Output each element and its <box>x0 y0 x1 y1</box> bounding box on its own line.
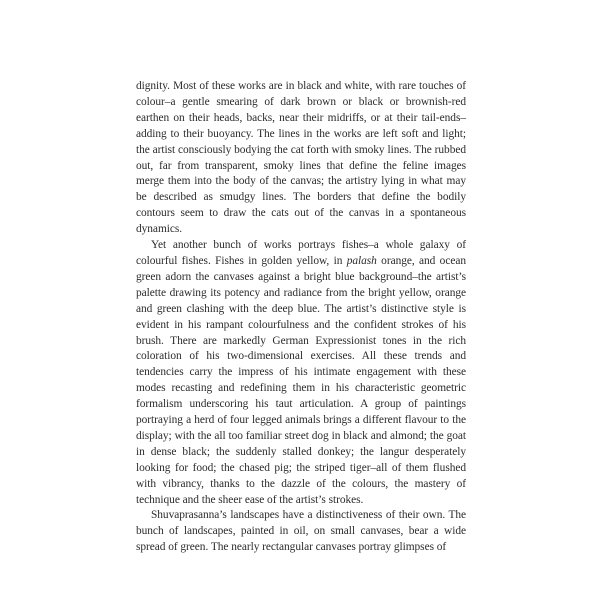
paragraph-cats-continued <box>136 79 466 238</box>
paragraph-fishes <box>136 238 466 508</box>
body-text <box>136 79 466 556</box>
paragraph-text: Shuvaprasanna’s landscapes have a distinctiveness of their own. The bunch of landscapes, painted in oil, on small canvases, bear a wide spread of green. The nearly rectangular canvases portray glimpses of <box>136 509 466 554</box>
paragraph-text: orange, and ocean green adorn the canvases against a bright blue background–the artist’s palette drawing its potency and radiance from the bright yellow, orange and green clashing with the deep blue. The artist’s distinctive style is evident in his rampant colourfulness and the confident strokes of his brush. There are markedly German Expressionist tones in the rich coloration of his two-dimensional exercises. All these trends and tendencies carry the impress of his intimate engagement with these modes recasting and redefining them in his characteristic geometric formalism underscoring his taut articulation. A group of paintings portraying a herd of four legged animals brings a different flavour to the display; with the all too familiar street dog in black and almond; the goat in dense black; the suddenly stalled donkey; the langur desperately looking for food; the chased pig; the striped tiger–all of them flushed with vibrancy, thanks to the dazzle of the colours, the mastery of technique and the sheer ease of the artist’s strokes. <box>136 254 466 506</box>
italic-term-palash: palash <box>346 254 377 267</box>
paragraph-text: Yet another bunch of works portrays fishes–a whole galaxy of colourful fishes. Fishes in golden yellow, in <box>136 239 466 267</box>
paragraph-text: dignity. Most of these works are in black and white, with rare touches of colour–a gentle smearing of dark brown or black or brownish-red earthen on their heads, backs, near their midriffs, or at their tail-ends–adding to their buoyancy. The lines in the works are left soft and light; the artist consciously bodying the cat forth with smoky lines. The rubbed out, far from transparent, smoky lines that define the feline images merge them into the body of the canvas; the artistry lying in what may be described as smudgy lines. The borders that define the bodily contours seem to draw the cats out of the canvas in a spontaneous dynamics. <box>136 80 466 236</box>
paragraph-landscapes <box>136 508 466 556</box>
